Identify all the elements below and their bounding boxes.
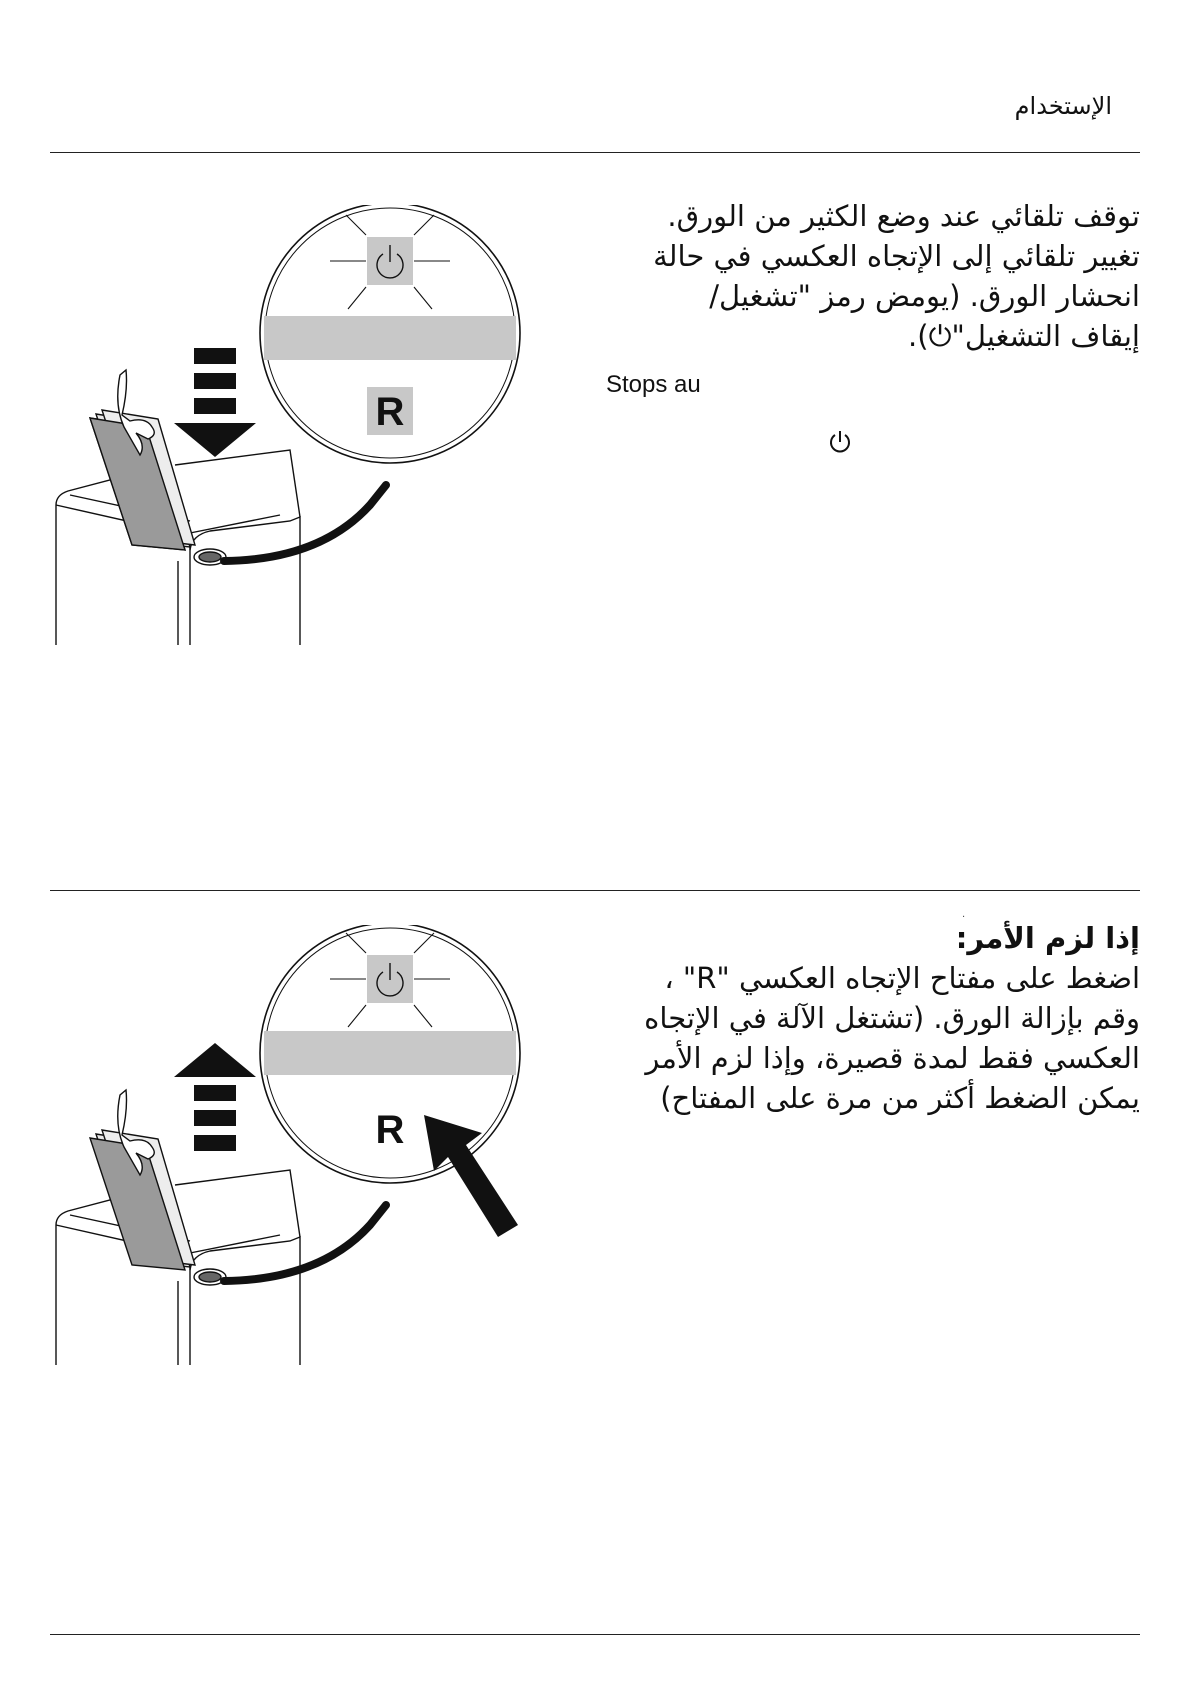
section2-line-4: يمكن الضغط أكثر من مرة على المفتاح) — [660, 1081, 1140, 1115]
section1-line-2: تغيير تلقائي إلى الإتجاه العكسي في حالة — [653, 239, 1140, 273]
bottom-rule — [50, 1634, 1140, 1635]
section1-text — [653, 196, 1140, 356]
arrow-icon — [174, 348, 256, 457]
section1-line-3: انحشار الورق. (يومض رمز "تشغيل/ — [709, 279, 1140, 313]
callout-curve — [224, 485, 386, 561]
callout-curve — [224, 1205, 386, 1281]
section2-line-2: وقم بإزالة الورق. (تشتغل الآلة في الإتجاه — [644, 1001, 1140, 1035]
tiny-mark: · — [962, 912, 966, 923]
page-header-title: الإستخدام — [1014, 92, 1112, 120]
middle-rule — [50, 890, 1140, 891]
section2-title: إذا لزم الأمر: — [955, 921, 1140, 955]
section2-line-1: اضغط على مفتاح الإتجاه العكسي "R" ، — [664, 961, 1140, 995]
arrow-icon — [174, 1043, 256, 1151]
section1-line-1: توقف تلقائي عند وضع الكثير من الورق. — [667, 199, 1140, 233]
section2-text — [644, 918, 1140, 1118]
magnified-control-panel — [260, 205, 520, 463]
reverse-key-letter: R — [375, 1108, 405, 1152]
french-fragment: Stops au — [606, 371, 701, 398]
magnified-control-panel — [260, 925, 520, 1183]
section1-line-4: إيقاف التشغيل"⏻). — [908, 319, 1140, 353]
press-arrow-icon — [424, 1115, 518, 1237]
reverse-key-letter: R — [375, 390, 405, 434]
section2-line-3: العكسي فقط لمدة قصيرة، وإذا لزم الأمر — [645, 1041, 1140, 1075]
shredder-illustration-reverse — [50, 925, 550, 1365]
shredder-illustration-overload — [50, 205, 550, 645]
top-rule — [50, 152, 1140, 153]
power-icon — [826, 428, 854, 456]
